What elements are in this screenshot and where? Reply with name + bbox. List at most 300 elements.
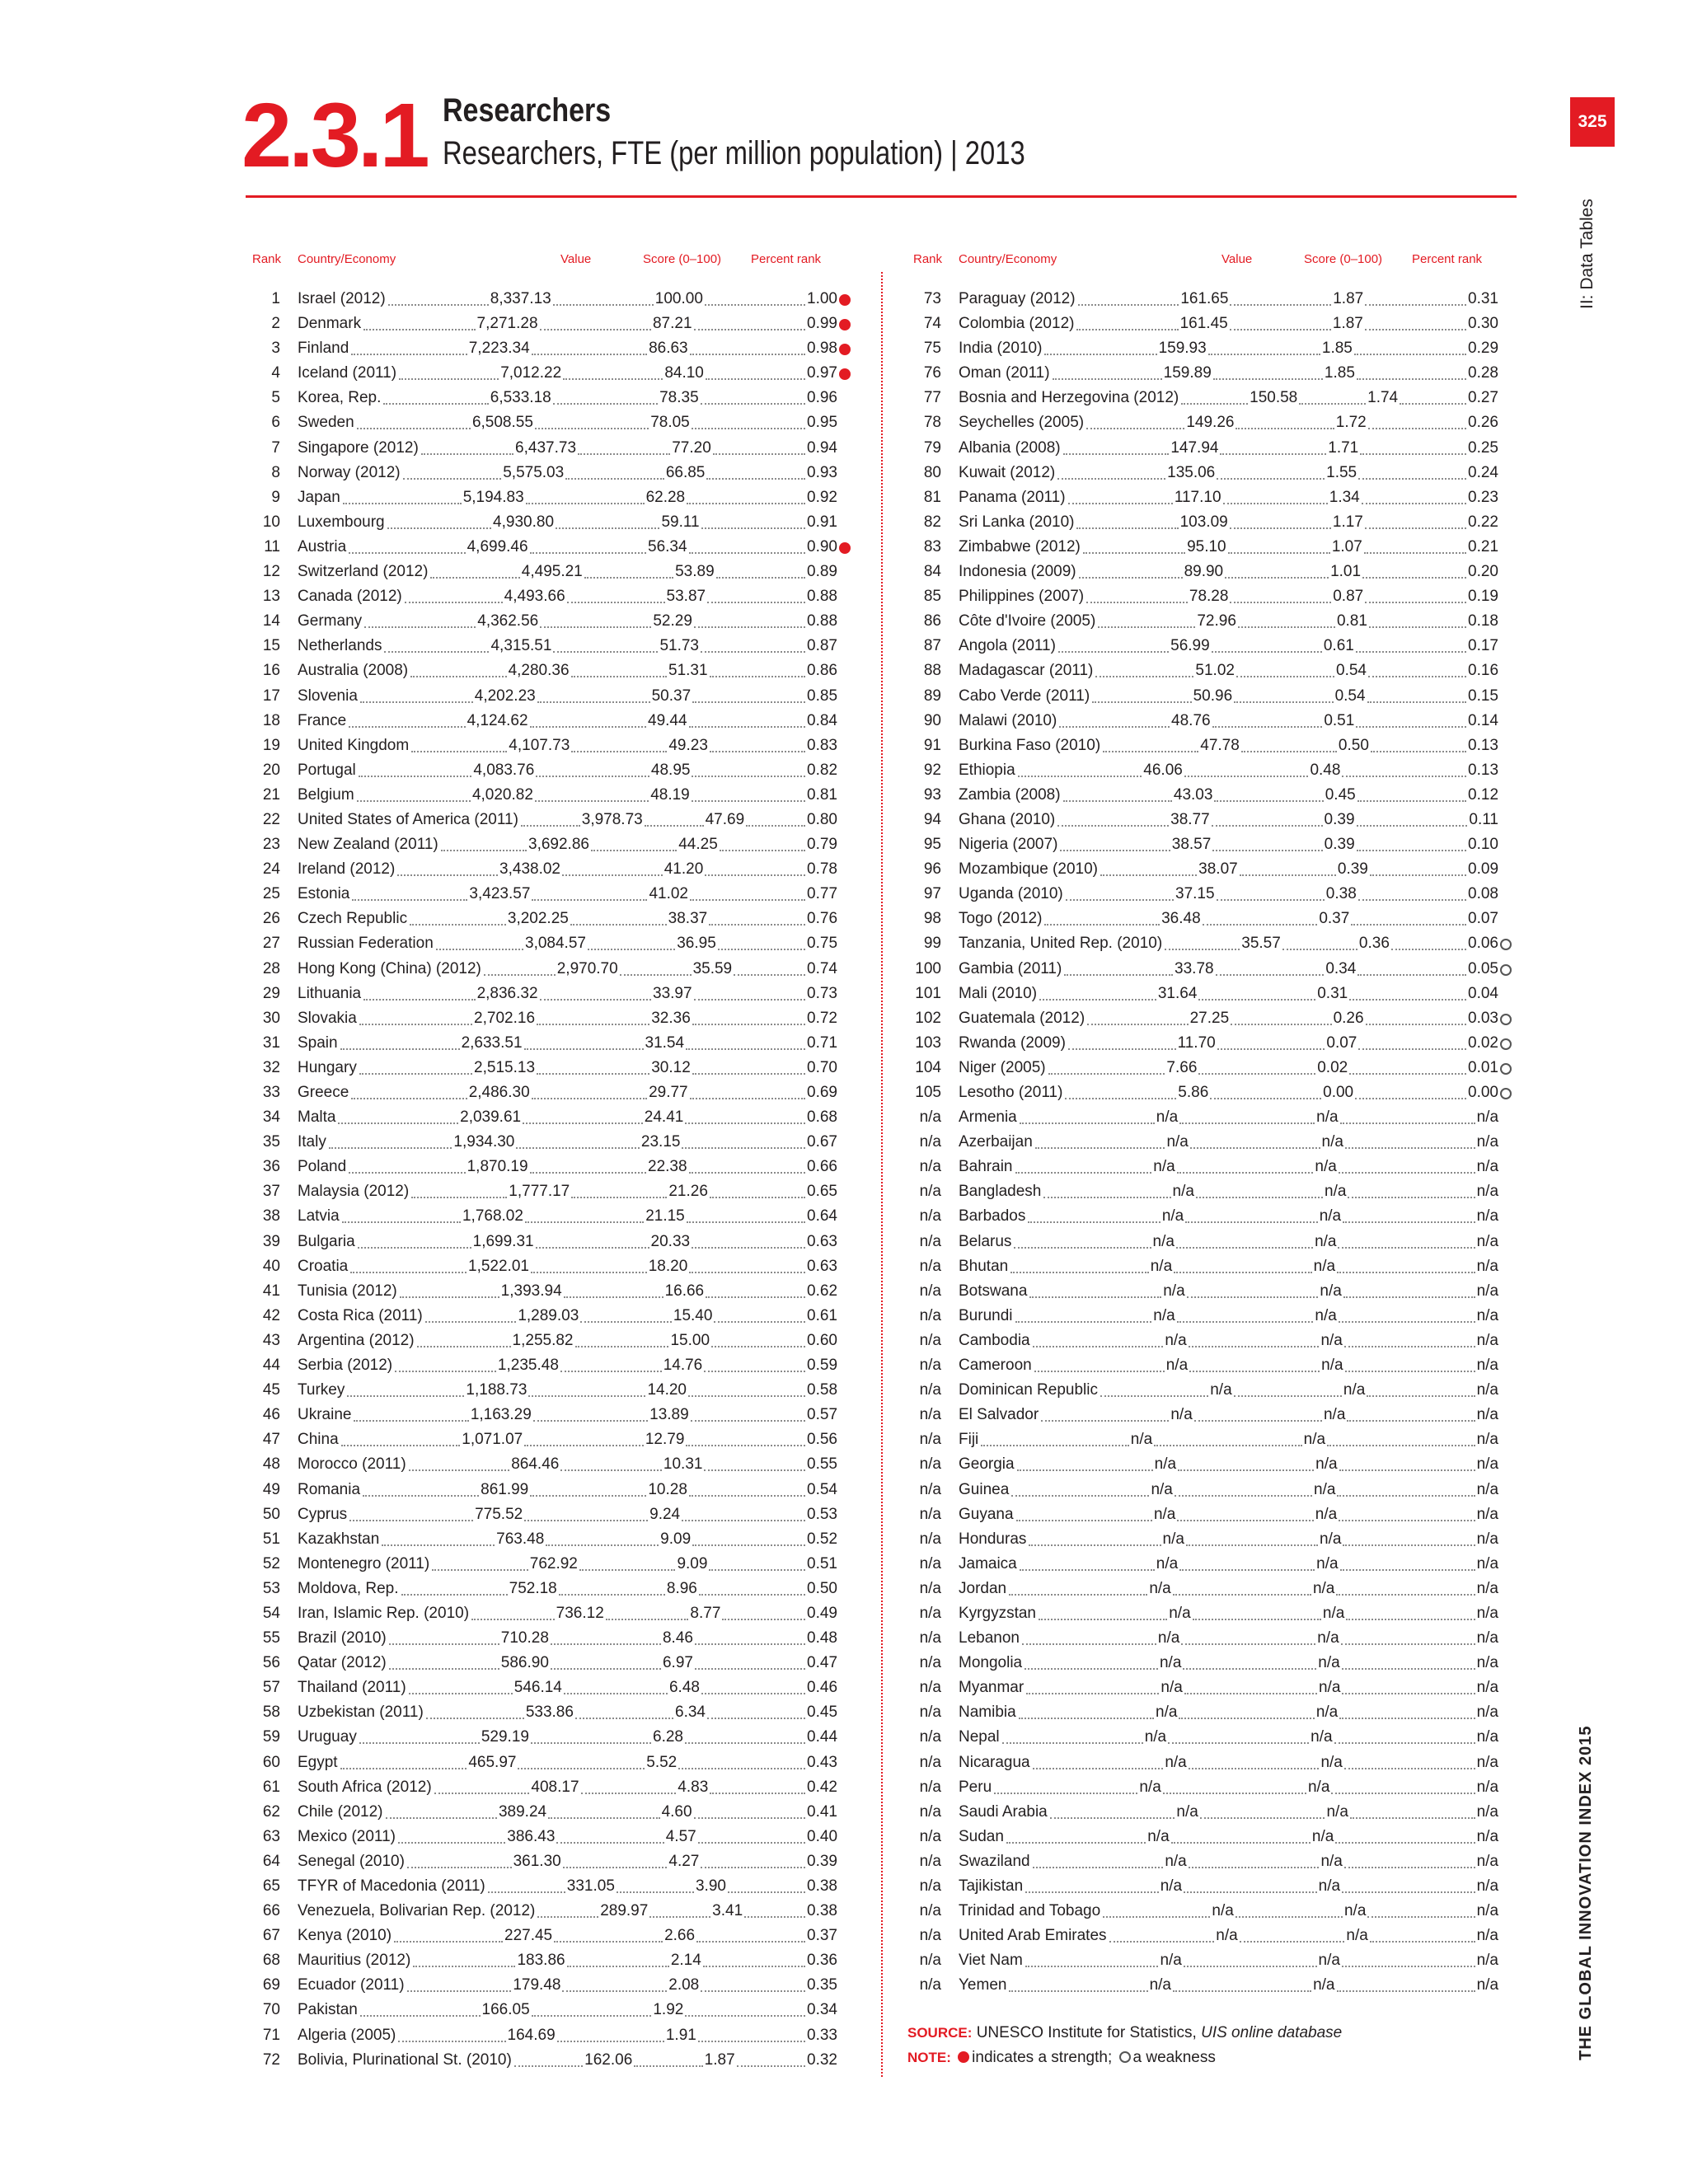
row-leader xyxy=(959,1725,1499,1750)
row-leader xyxy=(298,709,838,733)
table-row xyxy=(246,560,856,584)
dot-leader xyxy=(1212,832,1322,851)
row-country: Norway (2012) xyxy=(298,461,402,485)
row-percent: 0.38 xyxy=(806,1899,838,1924)
table-row xyxy=(907,658,1517,683)
row-value: 7.66 xyxy=(1165,1056,1198,1080)
right-table xyxy=(907,249,1517,1998)
table-row xyxy=(246,485,856,510)
row-rank: 102 xyxy=(915,1009,941,1027)
row-percent: n/a xyxy=(1476,1626,1499,1651)
row-country: Niger (2005) xyxy=(959,1056,1048,1080)
row-score: 56.34 xyxy=(647,535,688,560)
row-percent: 0.17 xyxy=(1467,634,1499,658)
table-row xyxy=(907,461,1517,485)
row-leader xyxy=(959,1601,1499,1626)
row-score: n/a xyxy=(1314,1155,1337,1179)
dot-leader xyxy=(1367,1899,1475,1918)
dot-leader xyxy=(359,1056,472,1075)
row-leader xyxy=(298,1080,838,1105)
row-value: 38.57 xyxy=(1171,832,1212,857)
row-leader xyxy=(959,1155,1499,1179)
col-country-header: Country/Economy xyxy=(959,252,1057,266)
table-row xyxy=(907,1204,1517,1229)
row-value: n/a xyxy=(1172,1179,1195,1204)
row-percent: 0.36 xyxy=(806,1948,838,1973)
dot-leader xyxy=(1189,1329,1320,1347)
dot-leader xyxy=(1338,1230,1475,1249)
dot-leader xyxy=(1358,882,1466,901)
row-score: n/a xyxy=(1303,1427,1326,1452)
row-score: 16.66 xyxy=(664,1279,706,1304)
dot-leader xyxy=(395,1353,496,1372)
row-percent: 0.02 xyxy=(1467,1031,1499,1056)
row-leader xyxy=(959,1230,1499,1254)
row-country: Brazil (2010) xyxy=(298,1626,388,1651)
table-row xyxy=(907,882,1517,907)
row-value: n/a xyxy=(1138,1775,1161,1800)
row-percent: n/a xyxy=(1476,1775,1499,1800)
row-rank: 94 xyxy=(923,810,941,828)
dot-leader xyxy=(425,1304,517,1323)
dot-leader xyxy=(1367,684,1466,703)
row-percent: 0.07 xyxy=(1467,907,1499,931)
dot-leader xyxy=(421,436,513,455)
row-country: Oman (2011) xyxy=(959,361,1052,386)
row-value: 1,870.19 xyxy=(467,1155,529,1179)
column-divider xyxy=(881,272,883,2077)
dot-leader xyxy=(1086,584,1188,603)
dot-leader xyxy=(562,1973,667,1992)
row-score: 15.00 xyxy=(669,1329,710,1353)
row-score: n/a xyxy=(1312,1577,1335,1601)
row-rank: 87 xyxy=(923,637,941,655)
row-score: 6.34 xyxy=(674,1700,706,1725)
dot-leader xyxy=(409,1452,510,1471)
dot-leader xyxy=(340,1031,460,1050)
row-country: Netherlands xyxy=(298,634,383,658)
row-percent: n/a xyxy=(1476,1577,1499,1601)
table-row xyxy=(907,957,1517,982)
row-percent: 0.87 xyxy=(806,634,838,658)
row-rank: n/a xyxy=(919,1827,941,1845)
row-country: Bhutan xyxy=(959,1254,1010,1279)
row-rank: 38 xyxy=(262,1207,280,1226)
row-leader xyxy=(959,1179,1499,1204)
dot-leader xyxy=(1365,510,1466,529)
row-rank: n/a xyxy=(919,1133,941,1151)
row-rank: n/a xyxy=(919,1728,941,1746)
dot-leader xyxy=(1342,1651,1475,1670)
dot-leader xyxy=(360,684,473,703)
row-score: 32.36 xyxy=(650,1006,692,1031)
table-row xyxy=(907,1973,1517,1998)
row-leader xyxy=(959,410,1499,435)
dot-leader xyxy=(1337,1478,1475,1497)
row-percent: 0.01 xyxy=(1467,1056,1499,1080)
table-row xyxy=(246,1353,856,1378)
row-percent: n/a xyxy=(1476,1924,1499,1948)
row-value: 5,575.03 xyxy=(502,461,565,485)
dot-leader xyxy=(359,1006,472,1025)
row-score: 1.87 xyxy=(704,2048,736,2073)
dot-leader xyxy=(1044,907,1160,926)
dot-leader xyxy=(710,733,805,752)
right-table-header xyxy=(907,249,1517,287)
row-score: 30.12 xyxy=(650,1056,692,1080)
row-leader xyxy=(959,783,1499,808)
row-rank: 31 xyxy=(262,1033,280,1052)
dot-leader xyxy=(1035,1130,1165,1149)
row-leader xyxy=(959,436,1499,461)
table-row xyxy=(246,758,856,783)
dot-leader xyxy=(530,1155,646,1174)
row-country: Hungary xyxy=(298,1056,359,1080)
dot-leader xyxy=(685,1105,805,1124)
table-row xyxy=(907,1651,1517,1675)
row-rank: 96 xyxy=(923,860,941,879)
dot-leader xyxy=(1214,783,1323,802)
dot-leader xyxy=(1344,1329,1475,1347)
row-percent: 0.06 xyxy=(1467,931,1499,956)
row-country: Togo (2012) xyxy=(959,907,1043,931)
row-percent: n/a xyxy=(1476,1700,1499,1725)
dot-leader xyxy=(518,1750,645,1769)
row-rank: 13 xyxy=(262,588,280,606)
row-score: n/a xyxy=(1312,1973,1335,1998)
table-row xyxy=(907,1478,1517,1502)
row-percent: 0.46 xyxy=(806,1675,838,1700)
row-leader xyxy=(959,1080,1499,1105)
dot-leader xyxy=(570,907,667,926)
dot-leader xyxy=(678,1750,805,1769)
row-value: 6,533.18 xyxy=(490,386,552,410)
row-rank: 82 xyxy=(923,513,941,531)
row-leader xyxy=(298,758,838,783)
row-percent: 0.58 xyxy=(806,1378,838,1403)
dot-leader xyxy=(1048,1056,1165,1075)
dot-leader xyxy=(1358,461,1466,480)
row-country: Czech Republic xyxy=(298,907,409,931)
row-leader xyxy=(298,1825,838,1849)
source-text: UNESCO Institute for Statistics, xyxy=(976,2024,1202,2041)
row-leader xyxy=(298,783,838,808)
row-value: 762.92 xyxy=(529,1552,579,1577)
dot-leader xyxy=(1181,1626,1315,1645)
row-percent: 1.00 xyxy=(806,287,838,312)
row-rank: 95 xyxy=(923,836,941,854)
dot-leader xyxy=(617,1874,694,1893)
row-score: 24.41 xyxy=(644,1105,685,1130)
dot-leader xyxy=(1184,1675,1317,1694)
row-leader xyxy=(959,535,1499,560)
row-value: 47.78 xyxy=(1199,733,1240,758)
dot-leader xyxy=(1098,609,1195,628)
dot-leader xyxy=(699,1577,805,1596)
row-score: 5.52 xyxy=(645,1750,678,1775)
row-leader xyxy=(298,982,838,1006)
row-percent: 0.60 xyxy=(806,1329,838,1353)
dot-leader xyxy=(530,535,646,554)
row-country: Portugal xyxy=(298,758,358,783)
dot-leader xyxy=(1103,1899,1210,1918)
dot-leader xyxy=(695,1651,805,1670)
row-leader xyxy=(298,1775,838,1800)
row-country: Ireland (2012) xyxy=(298,857,396,882)
dot-leader xyxy=(1356,634,1466,653)
row-value: 117.10 xyxy=(1174,485,1222,510)
row-leader xyxy=(298,336,838,361)
dot-leader xyxy=(533,1403,648,1422)
dot-leader xyxy=(1014,1230,1151,1249)
row-rank: n/a xyxy=(919,1704,941,1722)
table-row xyxy=(907,1179,1517,1204)
dot-leader xyxy=(1238,609,1335,628)
row-rank: 64 xyxy=(262,1852,280,1870)
row-value: n/a xyxy=(1154,1452,1177,1477)
row-percent: 0.21 xyxy=(1467,535,1499,560)
row-value: 8,337.13 xyxy=(490,287,552,312)
row-score: 13.89 xyxy=(649,1403,690,1427)
row-score: 44.25 xyxy=(678,832,719,857)
dot-leader xyxy=(567,584,665,603)
row-rank: 23 xyxy=(262,836,280,854)
row-percent: 0.55 xyxy=(806,1452,838,1477)
row-score: 59.11 xyxy=(660,510,700,535)
dot-leader xyxy=(1103,733,1198,752)
row-rank: 53 xyxy=(262,1579,280,1597)
row-percent: 0.68 xyxy=(806,1105,838,1130)
row-leader xyxy=(298,1006,838,1031)
dot-leader xyxy=(1092,684,1191,703)
row-rank: 71 xyxy=(262,2026,280,2044)
dot-leader xyxy=(364,609,476,628)
dot-leader xyxy=(1019,1700,1154,1719)
row-score: 0.39 xyxy=(1337,857,1369,882)
table-row xyxy=(246,1329,856,1353)
row-rank: 85 xyxy=(923,588,941,606)
dot-leader xyxy=(516,1130,640,1149)
dot-leader xyxy=(1154,1427,1301,1446)
dot-leader xyxy=(1183,1651,1316,1670)
row-rank: 100 xyxy=(915,959,941,977)
table-row xyxy=(246,733,856,758)
row-leader xyxy=(298,1403,838,1427)
table-row xyxy=(907,1874,1517,1899)
row-rank: 103 xyxy=(915,1033,941,1052)
row-score: 0.87 xyxy=(1332,584,1364,609)
row-rank: 1 xyxy=(271,290,280,307)
dot-leader xyxy=(1340,1105,1475,1124)
dot-leader xyxy=(1057,808,1169,827)
row-country: Canada (2012) xyxy=(298,584,404,609)
row-leader xyxy=(298,1973,838,1998)
row-rank: 61 xyxy=(262,1778,280,1796)
dot-leader xyxy=(397,857,498,876)
row-country: Egypt xyxy=(298,1750,340,1775)
row-leader xyxy=(959,1427,1499,1452)
dot-leader xyxy=(540,609,651,628)
row-value: n/a xyxy=(1164,1329,1187,1353)
dot-leader xyxy=(410,658,506,677)
row-score: 78.05 xyxy=(649,410,691,435)
dot-leader xyxy=(551,1626,661,1645)
row-score: 4.57 xyxy=(665,1825,697,1849)
row-leader xyxy=(959,857,1499,882)
dot-leader xyxy=(384,634,489,653)
row-country: Lesotho (2011) xyxy=(959,1080,1064,1105)
row-percent: n/a xyxy=(1476,1427,1499,1452)
row-value: 2,515.13 xyxy=(473,1056,536,1080)
row-score: 0.81 xyxy=(1336,609,1368,634)
dot-leader xyxy=(553,386,658,405)
row-score: 14.76 xyxy=(663,1353,704,1378)
row-percent: n/a xyxy=(1476,1800,1499,1825)
row-score: 41.20 xyxy=(663,857,705,882)
row-value: 3,692.86 xyxy=(528,832,590,857)
row-score: 100.00 xyxy=(654,287,704,312)
dot-leader xyxy=(734,957,805,976)
row-rank: 98 xyxy=(923,910,941,928)
row-value: 3,978.73 xyxy=(581,808,644,832)
row-score: 9.09 xyxy=(676,1552,708,1577)
row-score: 1.87 xyxy=(1332,287,1364,312)
dot-leader xyxy=(1357,808,1468,827)
dot-leader xyxy=(551,1651,661,1670)
row-percent: 0.34 xyxy=(806,1998,838,2022)
row-leader xyxy=(298,2048,838,2073)
row-rank: 46 xyxy=(262,1406,280,1424)
table-row xyxy=(246,808,856,832)
row-percent: 0.11 xyxy=(1468,808,1499,832)
row-percent: 0.66 xyxy=(806,1155,838,1179)
row-rank: n/a xyxy=(919,1406,941,1424)
row-country: Seychelles (2005) xyxy=(959,410,1085,435)
row-percent: 0.13 xyxy=(1467,733,1499,758)
row-leader xyxy=(959,1775,1499,1800)
row-leader xyxy=(298,510,838,535)
row-country: TFYR of Macedonia (2011) xyxy=(298,1874,487,1899)
row-leader xyxy=(298,1304,838,1329)
dot-leader xyxy=(1175,1478,1312,1497)
row-rank: 77 xyxy=(923,389,941,407)
dot-leader xyxy=(746,808,805,827)
row-leader xyxy=(298,634,838,658)
dot-leader xyxy=(521,808,580,827)
dot-leader xyxy=(403,461,502,480)
dot-leader xyxy=(1015,1304,1152,1323)
row-rank: 16 xyxy=(262,662,280,680)
dot-leader xyxy=(1342,1874,1475,1893)
dot-leader xyxy=(690,1080,805,1099)
dot-leader xyxy=(1234,1378,1342,1397)
dot-leader xyxy=(338,1105,458,1124)
row-leader xyxy=(959,1750,1499,1775)
dot-leader xyxy=(1100,1378,1208,1397)
row-country: Pakistan xyxy=(298,1998,359,2022)
dot-leader xyxy=(1355,1080,1466,1099)
row-leader xyxy=(959,1874,1499,1899)
dot-leader xyxy=(1230,584,1331,603)
row-rank: 32 xyxy=(262,1058,280,1076)
row-value: 35.57 xyxy=(1240,931,1282,956)
dot-leader xyxy=(1340,1552,1475,1571)
dot-leader xyxy=(1179,1552,1315,1571)
dot-leader xyxy=(434,1775,530,1794)
dot-leader xyxy=(701,1849,805,1868)
row-leader xyxy=(298,609,838,634)
row-leader xyxy=(959,1948,1499,1973)
row-country: Switzerland (2012) xyxy=(298,560,429,584)
dot-leader xyxy=(701,634,805,653)
row-rank: 3 xyxy=(271,340,280,358)
dot-leader xyxy=(1041,1403,1169,1422)
dot-leader xyxy=(1065,1080,1176,1099)
row-value: 5.86 xyxy=(1177,1080,1209,1105)
table-row xyxy=(907,410,1517,435)
dot-leader xyxy=(1190,1130,1320,1149)
dot-leader xyxy=(405,584,503,603)
dot-leader xyxy=(1034,1353,1165,1372)
row-value: 149.26 xyxy=(1185,410,1235,435)
row-country: Tajikistan xyxy=(959,1874,1025,1899)
dot-leader xyxy=(530,709,646,728)
row-score: 86.63 xyxy=(648,336,689,361)
row-country: Côte d'Ivoire (2005) xyxy=(959,609,1097,634)
row-value: 3,438.02 xyxy=(499,857,561,882)
row-value: n/a xyxy=(1150,1254,1173,1279)
row-rank: 74 xyxy=(923,315,941,333)
row-percent: 0.94 xyxy=(806,436,838,461)
dot-leader xyxy=(1230,287,1331,306)
row-value: 43.03 xyxy=(1173,783,1214,808)
row-leader xyxy=(298,410,838,435)
row-score: 35.59 xyxy=(692,957,734,982)
row-leader xyxy=(959,1353,1499,1378)
side-section-label-wrap xyxy=(1578,194,1611,309)
row-percent: 0.76 xyxy=(806,907,838,931)
row-leader xyxy=(959,1056,1499,1080)
table-row xyxy=(246,287,856,312)
row-country: Australia (2008) xyxy=(298,658,410,683)
row-percent: n/a xyxy=(1476,1279,1499,1304)
dot-leader xyxy=(1208,336,1320,355)
dot-leader xyxy=(556,1825,663,1844)
dot-leader xyxy=(1064,957,1173,976)
table-row xyxy=(246,1204,856,1229)
row-country: Guinea xyxy=(959,1478,1010,1502)
row-value: 546.14 xyxy=(513,1675,563,1700)
row-country: Kuwait (2012) xyxy=(959,461,1057,485)
dot-leader xyxy=(1068,1031,1176,1050)
row-value: 389.24 xyxy=(498,1800,547,1825)
row-leader xyxy=(959,957,1499,982)
dot-leader xyxy=(548,1800,659,1819)
dot-leader xyxy=(1370,1924,1475,1943)
row-leader xyxy=(298,2023,838,2048)
side-section-label: II: Data Tables xyxy=(1578,199,1597,309)
right-table-rows xyxy=(907,287,1517,1998)
row-value: 331.05 xyxy=(566,1874,616,1899)
row-value: 2,039.61 xyxy=(459,1105,522,1130)
dot-leader xyxy=(1009,1973,1147,1992)
row-rank: n/a xyxy=(919,1852,941,1870)
table-row xyxy=(907,361,1517,386)
dot-leader xyxy=(1203,907,1318,926)
row-country: United Kingdom xyxy=(298,733,410,758)
dot-leader xyxy=(386,1800,497,1819)
row-country: Nicaragua xyxy=(959,1750,1032,1775)
